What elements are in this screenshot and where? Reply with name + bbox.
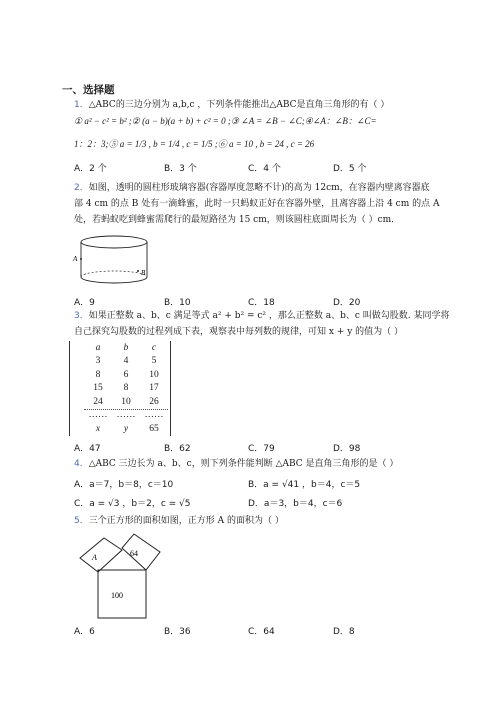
table-cell: 6 — [123, 369, 129, 380]
table-header-c: c — [151, 342, 157, 353]
table-cell: 65 — [149, 423, 159, 434]
table-row — [84, 355, 168, 369]
q2-option-d[interactable]: D．20 — [333, 298, 361, 308]
table-dotted-rule — [84, 409, 168, 411]
q5-option-d[interactable]: D．8 — [333, 627, 355, 637]
cylinder-figure — [70, 233, 154, 289]
table-header-a: a — [95, 342, 101, 353]
q5-option-a[interactable]: A．6 — [74, 627, 95, 637]
square-label-100: 100 — [111, 591, 123, 600]
table-cell: 26 — [149, 396, 159, 407]
q4-stem — [74, 458, 398, 470]
q1-option-b[interactable]: B．3 个 — [164, 164, 197, 174]
table-row — [84, 368, 168, 382]
q4-option-d[interactable]: D．a＝3，b＝4，c＝6 — [248, 499, 343, 509]
q3-option-d[interactable]: D．98 — [333, 444, 361, 454]
table-cell: 4 — [123, 356, 129, 367]
table-header-row — [84, 341, 168, 355]
q2-option-b[interactable]: B．10 — [164, 298, 191, 308]
table-cell: …… — [88, 410, 108, 421]
q5-option-c[interactable]: C．64 — [248, 627, 275, 637]
q2-line1 — [74, 182, 430, 194]
q5-stem-text: 三个正方形的面积如图，正方形 A 的面积为（ ） — [88, 516, 284, 526]
squares-figure — [78, 532, 178, 620]
table-left-border — [69, 341, 70, 436]
q4-option-c[interactable]: C．a = √3 ，b＝2，c = √5 — [74, 499, 191, 509]
square-label-64: 64 — [130, 549, 138, 558]
q3-line1 — [74, 310, 449, 322]
table-row — [84, 422, 168, 436]
q1-option-c[interactable]: C．4 个 — [248, 164, 281, 174]
q3-option-a[interactable]: A．47 — [74, 444, 101, 454]
q3-option-b[interactable]: B．62 — [164, 444, 191, 454]
table-row — [84, 395, 168, 409]
section-title: 一、选择题 — [62, 84, 115, 96]
q3-line1-text: 如果正整数 a、b、c 满足等式 a² + b² = c² ，那么正整数 a、b、c 叫做勾股数. 某同学将 — [88, 311, 450, 321]
q5-option-b[interactable]: B．36 — [164, 627, 191, 637]
table-cell: 5 — [151, 356, 157, 367]
cylinder-label-b: B — [141, 269, 146, 277]
table-right-border — [170, 341, 171, 436]
q1-stem-text: △ABC的三边分别为 a,b,c ，下列条件能推出△ABC是直角三角形的有（ ） — [88, 100, 390, 110]
table-cell: 15 — [93, 383, 103, 394]
table-cell: …… — [144, 410, 164, 421]
q5-number: 5． — [74, 516, 89, 526]
table-cell: 8 — [95, 369, 101, 380]
table-cell: 8 — [123, 383, 129, 394]
q2-line1-text: 如图，透明的圆柱形玻璃容器(容器厚度忽略不计)的高为 12cm，在容器内壁离容器底 — [88, 183, 430, 193]
q2-line2: 部 4 cm 的点 B 处有一滴蜂蜜，此时一只蚂蚁正好在容器外壁，且离容器上沿 4 cm 的点 A — [74, 199, 440, 209]
table-cell: 17 — [149, 383, 159, 394]
q2-number: 2． — [74, 183, 89, 193]
q1-conditions-line2: 1：2：3;⑤ a = 1/3 , b = 1/4 , c = 1/5 ;⑥ a = 10 , b = 24 , c = 26 — [74, 139, 315, 149]
q3-line2: 自己探究勾股数的过程列成下表，观察表中每列数的规律，可知 x + y 的值为（ ） — [74, 327, 404, 337]
q1-option-d[interactable]: D．5 个 — [333, 164, 367, 174]
q4-option-b[interactable]: B．a = √41 ，b＝4，c＝5 — [248, 480, 361, 490]
q1-number: 1． — [74, 100, 89, 110]
pythagorean-table — [84, 341, 168, 436]
square-label-a: A — [92, 553, 97, 562]
table-cell: 10 — [149, 369, 159, 380]
cylinder-label-a: A — [73, 255, 78, 263]
q4-number: 4． — [74, 459, 89, 469]
q2-option-a[interactable]: A．9 — [74, 298, 95, 308]
table-cell: 10 — [121, 396, 131, 407]
q3-number: 3． — [74, 311, 89, 321]
q5-stem — [74, 515, 284, 527]
q2-option-c[interactable]: C．18 — [248, 298, 275, 308]
q1-stem — [74, 99, 389, 111]
table-cell: 3 — [95, 356, 101, 367]
table-cell: 24 — [93, 396, 103, 407]
table-cell: x — [95, 423, 101, 434]
table-row — [84, 382, 168, 396]
q3-option-c[interactable]: C．79 — [248, 444, 275, 454]
q1-conditions-line1: ① a² − c² = b² ;② (a − b)(a + b) + c² = 0 ;③ ∠A = ∠B − ∠C;④∠A：∠B：∠C= — [74, 116, 377, 126]
q4-stem-text: △ABC 三边长为 a、b、c，则下列条件能判断 △ABC 是直角三角形的是（ ） — [88, 459, 399, 469]
q4-option-a[interactable]: A．a＝7，b＝8，c＝10 — [74, 480, 174, 490]
table-header-b: b — [123, 342, 129, 353]
q2-line3: 处，若蚂蚁吃到蜂蜜需爬行的最短路径为 15 cm，则该圆柱底面周长为（ ）cm． — [74, 215, 401, 225]
q1-option-a[interactable]: A．2 个 — [74, 164, 107, 174]
table-cell: …… — [116, 410, 136, 421]
table-cell: y — [123, 423, 129, 434]
